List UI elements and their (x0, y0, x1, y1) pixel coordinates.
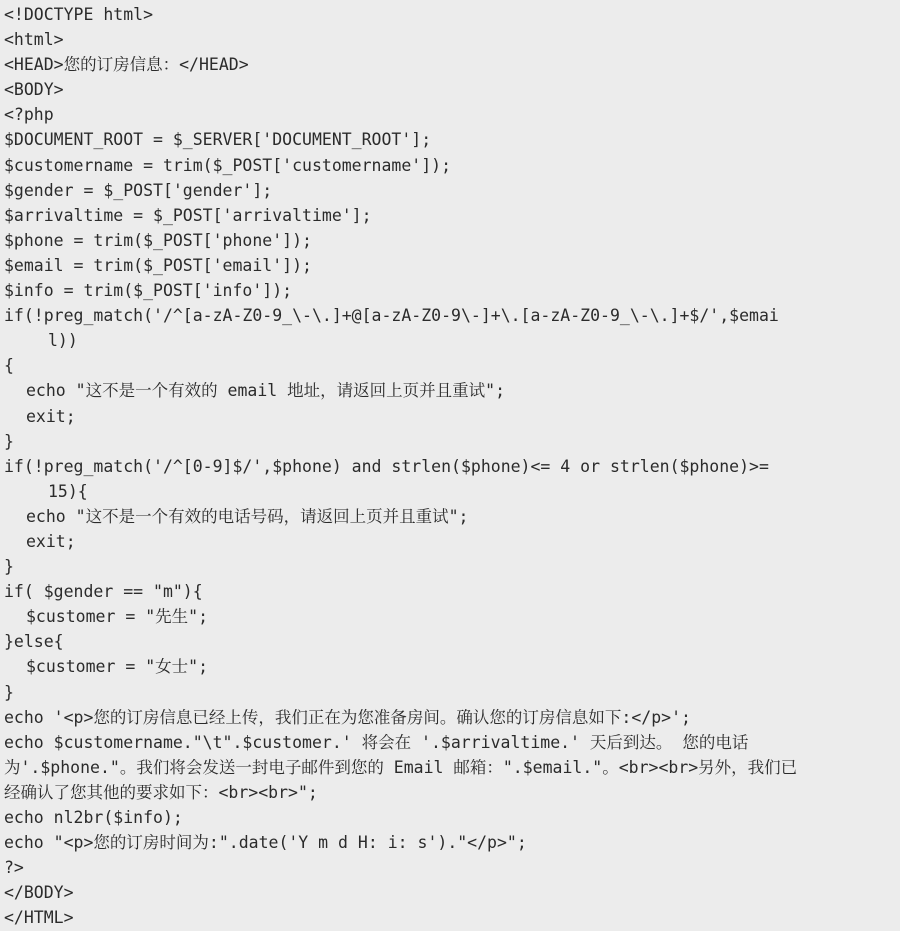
code-line: }else{ (4, 632, 64, 652)
code-line: </HTML> (4, 908, 74, 928)
code-line-wrapped: l)) (48, 331, 78, 351)
code-line: $DOCUMENT_ROOT = $_SERVER['DOCUMENT_ROOT']; (4, 130, 432, 150)
code-line: echo nl2br($info); (4, 808, 183, 827)
code-line: } (4, 557, 14, 577)
code-line: echo "这不是一个有效的 email 地址，请返回上页并且重试"; (26, 381, 506, 401)
code-line: if(!preg_match('/^[0-9]$/',$phone) and strlen($phone)<= 4 or strlen($phone)>= (4, 456, 769, 476)
code-line-wrapped: 经确认了您其他的要求如下：<br><br>"; (4, 782, 318, 802)
code-line: $phone = trim($_POST['phone']); (4, 230, 312, 250)
code-line: </BODY> (4, 883, 74, 903)
code-line: $arrivaltime = $_POST['arrivaltime']; (4, 205, 372, 225)
code-line: <BODY> (4, 80, 64, 100)
code-line: $customername = trim($_POST['customername']); (4, 155, 452, 175)
code-line: $customer = "先生"; (26, 607, 209, 627)
code-line: { (4, 356, 14, 376)
code-line: if( $gender == "m"){ (4, 582, 203, 602)
code-line: echo "<p>您的订房时间为:".date('Y m d H: i: s')."</p>"; (4, 833, 527, 853)
code-line: echo "这不是一个有效的电话号码，请返回上页并且重试"; (26, 506, 469, 526)
code-line: $gender = $_POST['gender']; (4, 180, 273, 200)
code-line-wrapped: 为'.$phone."。我们将会发送一封电子邮件到您的 Email 邮箱：".$email."。<br><br>另外，我们已 (4, 757, 798, 777)
code-line: echo '<p>您的订房信息已经上传，我们正在为您准备房间。确认您的订房信息如下:</p>'; (4, 707, 691, 727)
code-line: echo $customername."\t".$customer.' 将会在 '.$arrivaltime.' 天后到达。 您的电话 (4, 732, 749, 752)
code-line: ?> (4, 858, 24, 878)
code-line: exit; (26, 531, 76, 551)
code-line: <!DOCTYPE html> (4, 5, 154, 24)
code-line: $email = trim($_POST['email']); (4, 255, 312, 275)
code-line: } (4, 431, 14, 451)
code-line: if(!preg_match('/^[a-zA-Z0-9_\-\.]+@[a-zA-Z0-9\-]+\.[a-zA-Z0-9_\-\.]+$/',$emai (4, 306, 779, 326)
code-line: <?php (4, 105, 54, 125)
code-line: $info = trim($_POST['info']); (4, 281, 293, 301)
code-line: } (4, 682, 14, 702)
code-line-wrapped: 15){ (48, 481, 88, 501)
code-line: <HEAD>您的订房信息：</HEAD> (4, 55, 249, 75)
code-line: $customer = "女士"; (26, 657, 209, 677)
code-line: exit; (26, 406, 76, 426)
code-line: <html> (4, 30, 64, 50)
